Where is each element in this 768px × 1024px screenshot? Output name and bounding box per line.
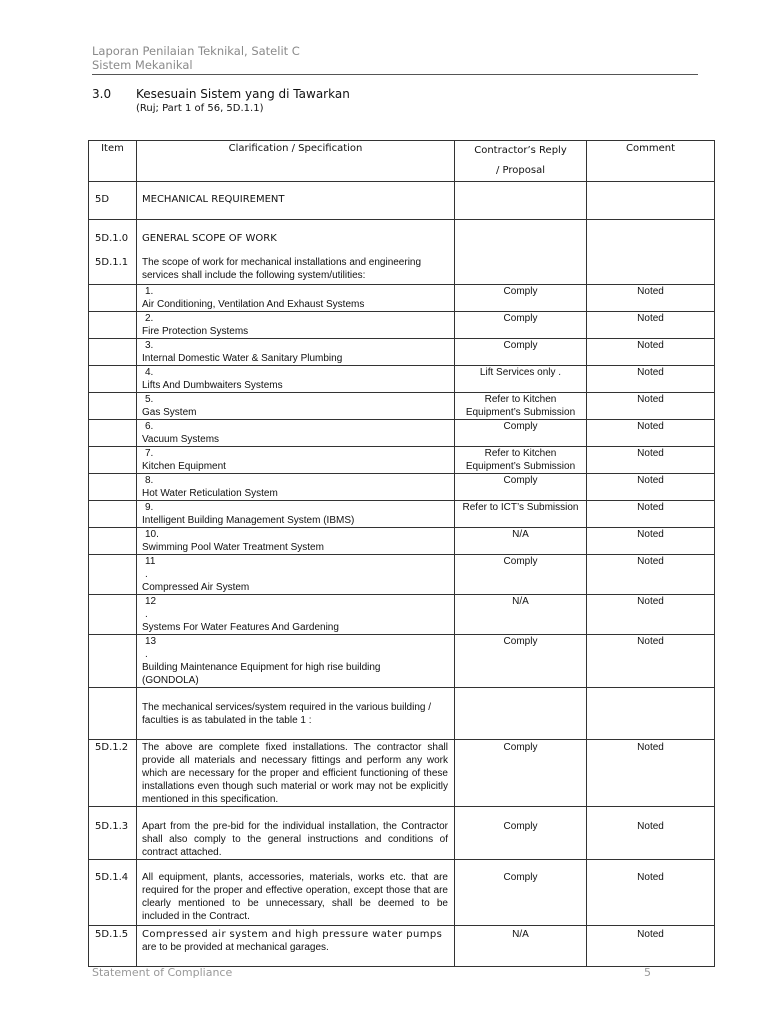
header-subtitle: Sistem Mekanikal	[92, 58, 193, 72]
comment-cell: Noted	[587, 420, 715, 447]
reply-cell: Comply	[455, 555, 587, 595]
reply-cell: N/A	[455, 595, 587, 635]
reply-cell: N/A	[455, 528, 587, 555]
comment-cell: Noted	[587, 807, 715, 860]
reply-cell: Refer to ICT’s Submission	[455, 501, 587, 528]
comment-cell	[587, 220, 715, 285]
comment-cell: Noted	[587, 595, 715, 635]
header-item: Item	[89, 141, 137, 182]
table-header-row	[89, 141, 715, 182]
system-name: Kitchen Equipment	[142, 461, 226, 472]
item-cell: 5D.1.4	[89, 860, 137, 926]
item-cell	[89, 393, 137, 420]
system-number: 9.	[145, 502, 154, 513]
comment-cell	[587, 182, 715, 220]
clarification-line: Compressed air system and high pressure water pumps	[142, 929, 443, 940]
scope-heading: GENERAL SCOPE OF WORK	[142, 233, 277, 244]
system-name: Lifts And Dumbwaiters Systems	[142, 380, 283, 391]
clarification-cell	[137, 285, 455, 312]
reply-cell: Comply	[455, 807, 587, 860]
clarification-cell	[137, 366, 455, 393]
page-header	[92, 44, 698, 72]
system-row	[89, 285, 715, 312]
section-reference: (Ruj; Part 1 of 56, 5D.1.1)	[136, 103, 264, 114]
system-name: Air Conditioning, Ventilation And Exhaust Systems	[142, 299, 365, 310]
clarification-cell	[137, 420, 455, 447]
item-cell	[89, 312, 137, 339]
comment-cell: Noted	[587, 312, 715, 339]
comment-cell: Noted	[587, 366, 715, 393]
clarification-line: are to be provided at mechanical garages.	[142, 942, 329, 953]
system-number: 12 .	[145, 596, 157, 620]
item-cell	[89, 555, 137, 595]
clarification-cell	[137, 474, 455, 501]
item-cell: 5D.1.3	[89, 807, 137, 860]
item-cell	[89, 501, 137, 528]
item-cell	[89, 528, 137, 555]
item-cell: 5D	[89, 182, 137, 220]
comment-cell: Noted	[587, 528, 715, 555]
clarification-cell: The mechanical services/system required in the various building / faculties is as tabulated in the table 1 :	[137, 688, 455, 740]
reply-cell	[455, 220, 587, 285]
system-row	[89, 420, 715, 447]
reply-cell: Refer to Kitchen Equipment’s Submission	[455, 393, 587, 420]
system-number: 5.	[145, 394, 154, 405]
clarification-cell	[137, 447, 455, 474]
item-number: 5D.1.1	[95, 257, 129, 268]
reply-cell: N/A	[455, 926, 587, 967]
page-number: 5	[644, 966, 651, 979]
reply-cell: Comply	[455, 635, 587, 688]
system-name: Building Maintenance Equipment for high rise building (GONDOLA)	[142, 662, 381, 686]
system-name: Fire Protection Systems	[142, 326, 249, 337]
system-row	[89, 312, 715, 339]
comment-cell	[587, 688, 715, 740]
comment-cell: Noted	[587, 339, 715, 366]
header-reply-line2: / Proposal	[496, 165, 545, 176]
table-row	[89, 926, 715, 967]
system-number: 4.	[145, 367, 154, 378]
system-row	[89, 635, 715, 688]
item-number: 5D.1.0	[95, 233, 129, 244]
comment-cell: Noted	[587, 474, 715, 501]
section-title: Kesesuain Sistem yang di Tawarkan	[136, 87, 350, 101]
system-number: 2.	[145, 313, 154, 324]
clarification-cell	[137, 393, 455, 420]
table-row	[89, 220, 715, 285]
clarification-cell	[137, 926, 455, 967]
clarification-cell: Apart from the pre-bid for the individual installation, the Contractor shall also comply to the general instructions and conditions of contract attached.	[137, 807, 455, 860]
reply-cell: Comply	[455, 312, 587, 339]
table-row	[89, 860, 715, 926]
comment-cell: Noted	[587, 447, 715, 474]
comment-cell: Noted	[587, 635, 715, 688]
clarification-cell: All equipment, plants, accessories, materials, works etc. that are required for the proper and effective operation, except those that are clearly mentioned to be unnecessary, shall be deemed to be included in the Contract.	[137, 860, 455, 926]
clarification-cell: The above are complete fixed installations. The contractor shall provide all materials and necessary fittings and perform any work which are necessary for the proper and efficient functioning of these installations even though such material or work may not be explicitly mentioned in this specification.	[137, 740, 455, 807]
item-cell	[89, 420, 137, 447]
clarification-cell	[137, 555, 455, 595]
item-cell	[89, 220, 137, 285]
scope-text: The scope of work for mechanical installations and engineering services shall include the following system/utilities:	[142, 257, 422, 281]
table-row	[89, 182, 715, 220]
system-number: 11 .	[145, 556, 156, 580]
header-report-title: Laporan Penilaian Teknikal, Satelit C	[92, 44, 300, 58]
system-number: 6.	[145, 421, 154, 432]
reply-cell: Comply	[455, 420, 587, 447]
system-row	[89, 555, 715, 595]
clarification-cell	[137, 220, 455, 285]
table-row	[89, 807, 715, 860]
table-row	[89, 740, 715, 807]
system-row	[89, 474, 715, 501]
system-number: 8.	[145, 475, 154, 486]
comment-cell: Noted	[587, 740, 715, 807]
system-row	[89, 447, 715, 474]
item-cell: 5D.1.5	[89, 926, 137, 967]
item-cell	[89, 366, 137, 393]
reply-cell: Lift Services only .	[455, 366, 587, 393]
system-name: Systems For Water Features And Gardening	[142, 622, 339, 633]
item-cell	[89, 447, 137, 474]
item-cell	[89, 285, 137, 312]
system-row	[89, 528, 715, 555]
header-divider	[92, 74, 698, 75]
header-clarification: Clarification / Specification	[137, 141, 455, 182]
reply-cell: Comply	[455, 285, 587, 312]
comment-cell: Noted	[587, 860, 715, 926]
compliance-table	[88, 140, 715, 967]
clarification-cell	[137, 339, 455, 366]
item-cell	[89, 474, 137, 501]
reply-cell	[455, 182, 587, 220]
system-name: Gas System	[142, 407, 197, 418]
system-row	[89, 501, 715, 528]
clarification-cell	[137, 635, 455, 688]
system-name: Vacuum Systems	[142, 434, 220, 445]
comment-cell: Noted	[587, 501, 715, 528]
clarification-cell	[137, 528, 455, 555]
item-cell	[89, 635, 137, 688]
comment-cell: Noted	[587, 926, 715, 967]
header-comment: Comment	[587, 141, 715, 182]
item-cell	[89, 688, 137, 740]
system-number: 1.	[145, 286, 154, 297]
table-row	[89, 688, 715, 740]
reply-cell: Comply	[455, 860, 587, 926]
clarification-cell	[137, 312, 455, 339]
reply-cell: Comply	[455, 740, 587, 807]
header-contractor-reply	[455, 141, 587, 182]
system-row	[89, 393, 715, 420]
clarification-cell: MECHANICAL REQUIREMENT	[137, 182, 455, 220]
system-name: Swimming Pool Water Treatment System	[142, 542, 324, 553]
reply-cell	[455, 688, 587, 740]
system-row	[89, 339, 715, 366]
item-cell	[89, 595, 137, 635]
item-cell: 5D.1.2	[89, 740, 137, 807]
reply-cell: Comply	[455, 339, 587, 366]
system-name: Hot Water Reticulation System	[142, 488, 278, 499]
comment-cell: Noted	[587, 555, 715, 595]
item-cell	[89, 339, 137, 366]
systems-list	[89, 285, 715, 688]
system-row	[89, 595, 715, 635]
system-name: Internal Domestic Water & Sanitary Plumbing	[142, 353, 343, 364]
system-number: 3.	[145, 340, 154, 351]
system-name: Intelligent Building Management System (IBMS)	[142, 515, 355, 526]
reply-cell: Comply	[455, 474, 587, 501]
system-name: Compressed Air System	[142, 582, 250, 593]
clarification-cell	[137, 595, 455, 635]
system-number: 13 .	[145, 636, 157, 660]
system-number: 7.	[145, 448, 154, 459]
system-row	[89, 366, 715, 393]
comment-cell: Noted	[587, 393, 715, 420]
footer-title: Statement of Compliance	[92, 966, 233, 979]
comment-cell: Noted	[587, 285, 715, 312]
reply-cell: Refer to Kitchen Equipment’s Submission	[455, 447, 587, 474]
header-reply-line1: Contractor’s Reply	[474, 145, 567, 156]
section-number: 3.0	[92, 87, 112, 101]
clarification-cell	[137, 501, 455, 528]
system-number: 10.	[145, 529, 159, 540]
